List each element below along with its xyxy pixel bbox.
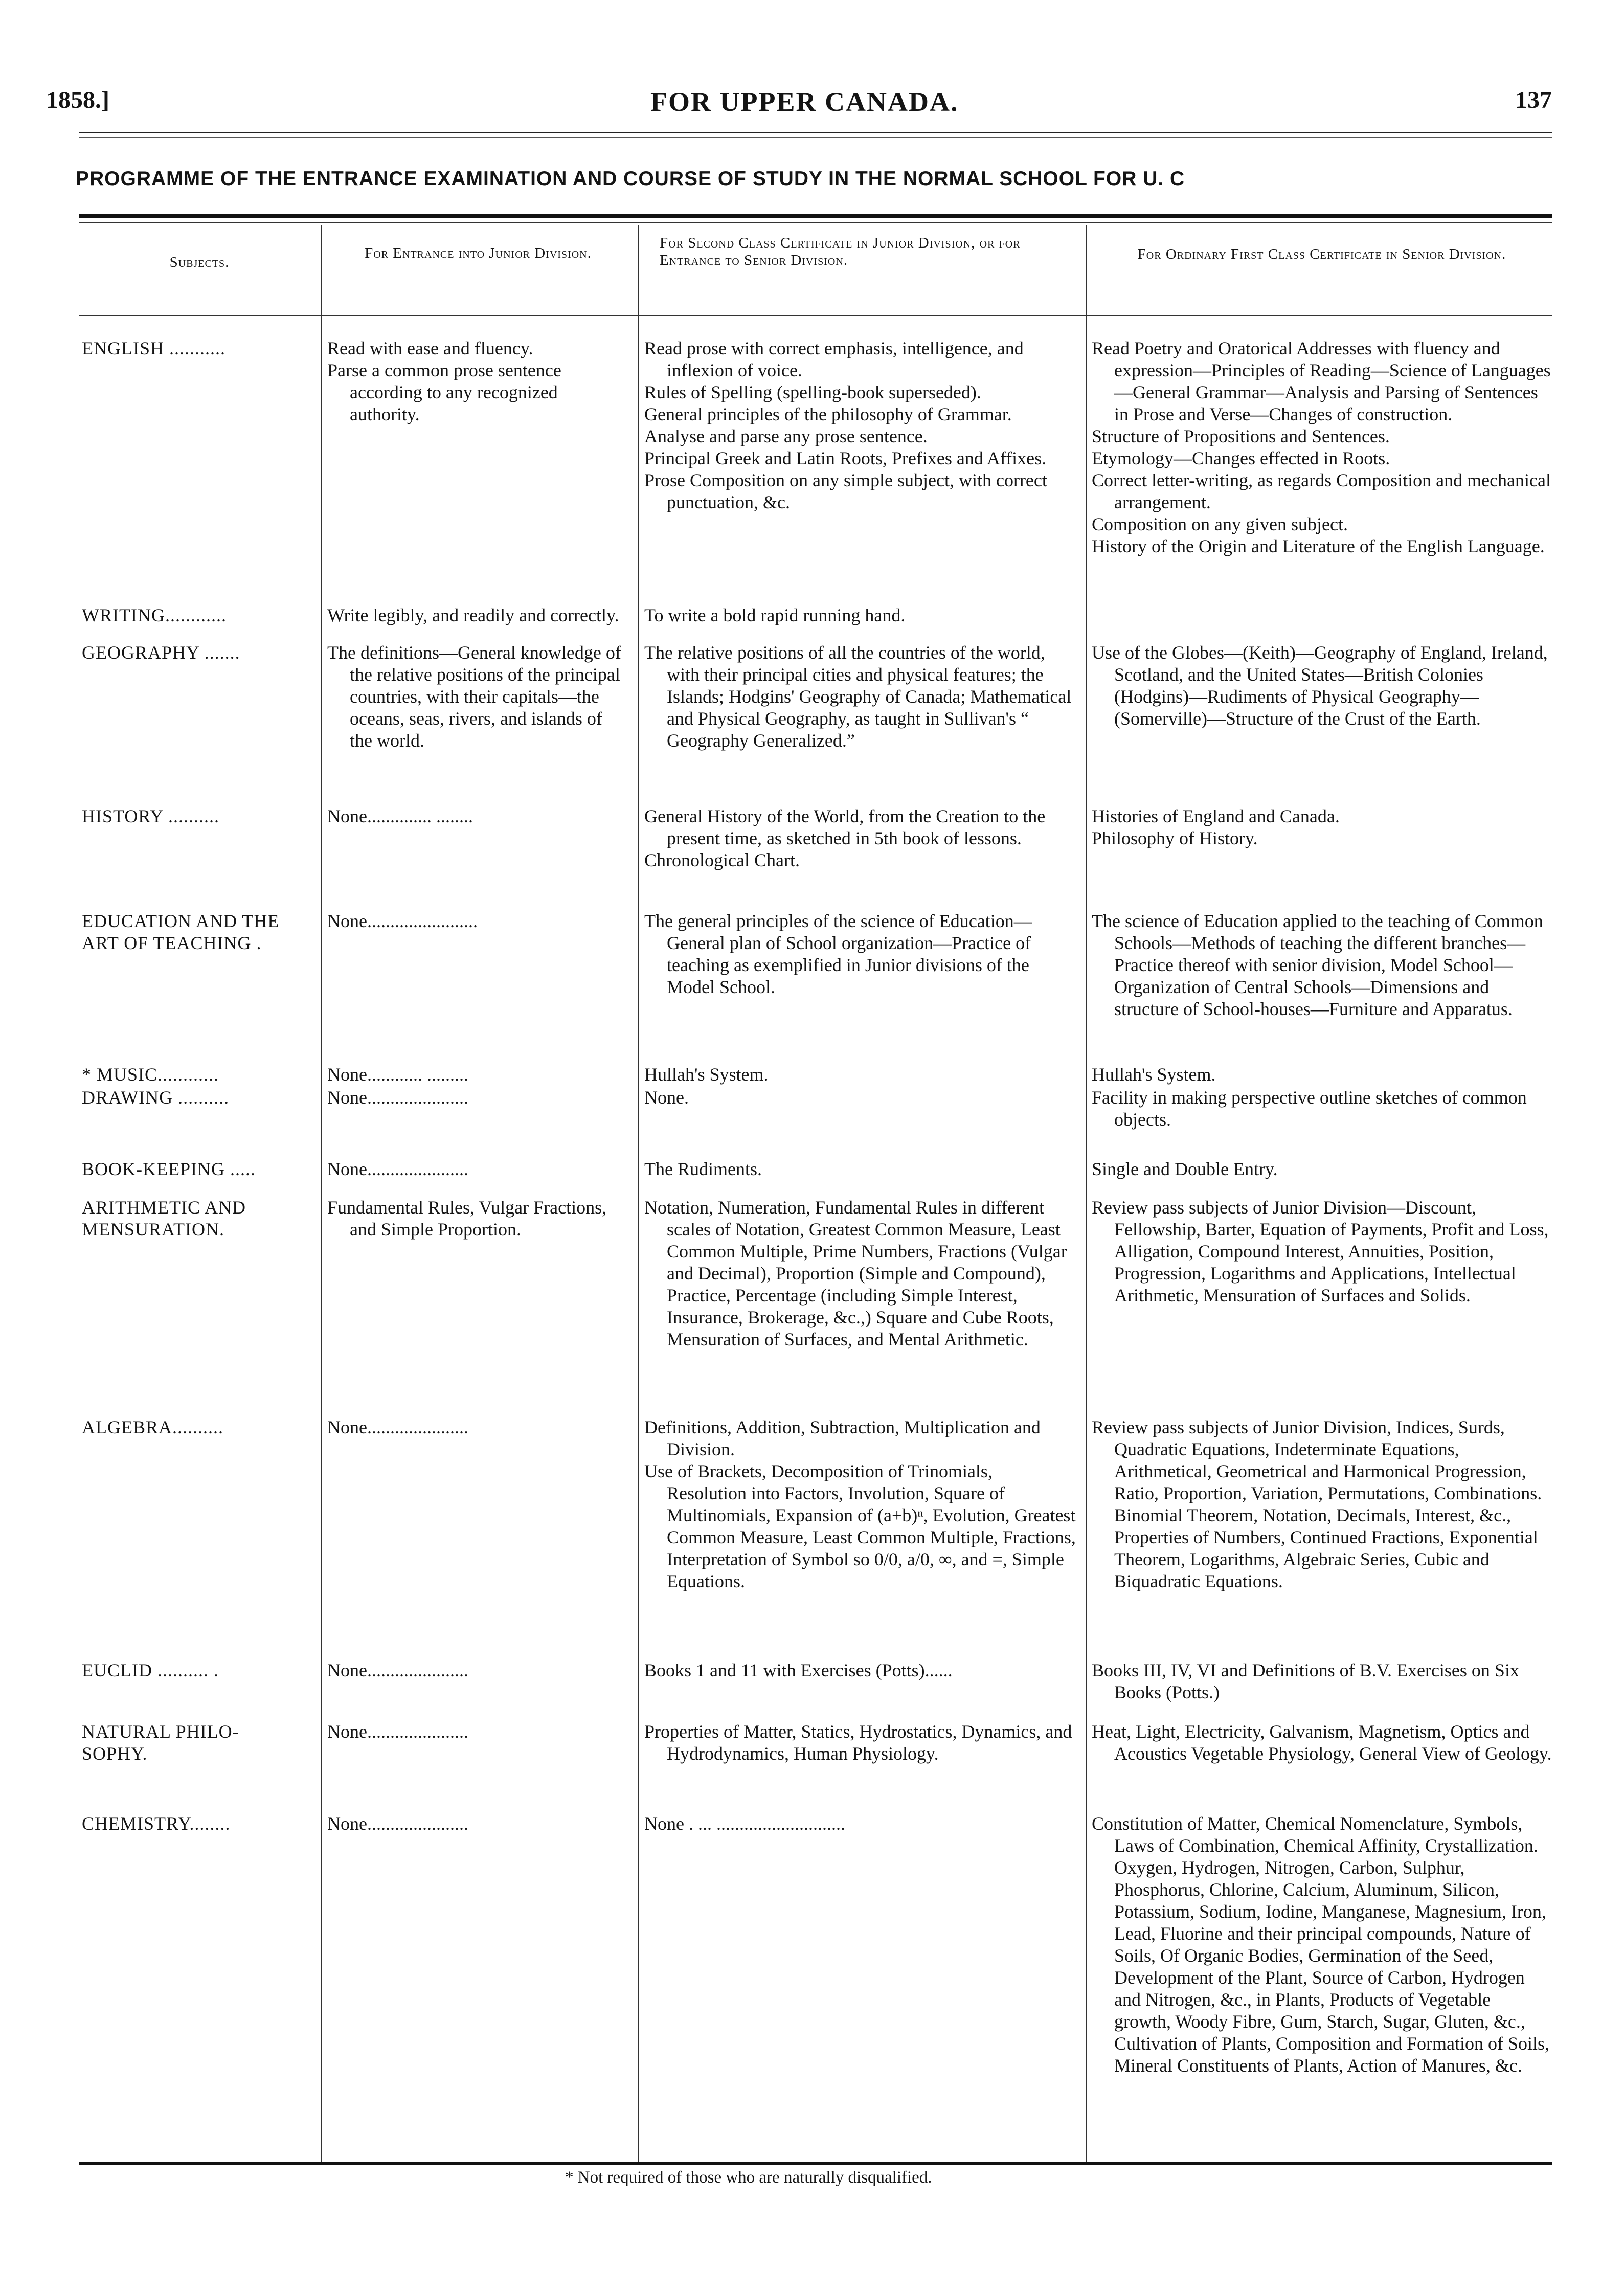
subject-name: SOPHY. [82, 1743, 148, 1764]
cell-text: Definitions, Addition, Subtraction, Multiplication and Division. [644, 1417, 1041, 1459]
subject-cell [82, 805, 317, 827]
entrance-cell [327, 1659, 629, 1681]
first-cell [1092, 1087, 1552, 1131]
cell-text: Notation, Numeration, Fundamental Rules in different scales of Notation, Greatest Common Measure, Least Common Multiple, Prime Numbers, Fractions (Vulgar and Decimal), Proportion (Simple and Compound), Practice, Percentage (including Simple Interest, Insurance, Brokerage, &c.,) Square and Cube Roots, Mensuration of Surfaces, and Mental Arithmetic. [644, 1197, 1067, 1350]
cell-text: Read Poetry and Oratorical Addresses with fluency and expression—Principles of Reading—Science of Languages—General Grammar—Analysis and Parsing of Sentences in Prose and Verse—Changes of construction. [1092, 338, 1551, 424]
page-date: 1858.] [46, 86, 109, 114]
cell-text: None...................... [327, 1721, 468, 1742]
running-head [46, 86, 1552, 127]
cell-text: None...................... [327, 1087, 468, 1108]
entrance-cell [327, 1417, 629, 1439]
second-cell [644, 1064, 1076, 1086]
subject-name: ART OF TEACHING . [82, 933, 262, 953]
cell-text: Heat, Light, Electricity, Galvanism, Magnetism, Optics and Acoustics Vegetable Physiology, General View of Geology. [1092, 1721, 1552, 1764]
cell-text: Chronological Chart. [644, 850, 800, 870]
subject-cell [82, 1087, 317, 1109]
cell-text: Review pass subjects of Junior Division—Discount, Fellowship, Barter, Equation of Payments, Profit and Loss, Alligation, Compound Interest, Annuities, Position, Progression, Logarithms and Applications, Intellectual Arithmetic, Mensuration of Surfaces and Solids. [1092, 1197, 1549, 1306]
footnote: * Not required of those who are naturally disqualified. [565, 2168, 932, 2187]
first-cell [1092, 1417, 1552, 1592]
second-cell [644, 1417, 1076, 1592]
column-header-subjects: Subjects. [169, 254, 230, 271]
entrance-cell [327, 1721, 629, 1743]
cell-text: To write a bold rapid running hand. [644, 605, 906, 625]
first-cell [1092, 642, 1552, 730]
subject-cell [82, 1417, 317, 1439]
cell-text: Correct letter-writing, as regards Composition and mechanical arrangement. [1092, 470, 1551, 512]
cell-text: Write legibly, and readily and correctly. [327, 605, 619, 625]
second-cell [644, 1813, 1076, 1835]
cell-text: None............ ......... [327, 1064, 468, 1085]
subject-name: * MUSIC............ [82, 1064, 219, 1085]
second-cell [644, 338, 1076, 513]
cell-text: None...................... [327, 1813, 468, 1834]
cell-text: Single and Double Entry. [1092, 1159, 1278, 1179]
subject-cell [82, 1064, 317, 1086]
cell-text: Facility in making perspective outline sketches of common objects. [1092, 1087, 1527, 1130]
subject-name: GEOGRAPHY ....... [82, 642, 240, 663]
cell-text: Prose Composition on any simple subject, with correct punctuation, &c. [644, 470, 1047, 512]
column-divider [1086, 225, 1087, 2162]
header-rule [79, 132, 1552, 133]
entrance-cell [327, 642, 629, 752]
cell-text: Properties of Matter, Statics, Hydrostatics, Dynamics, and Hydrodynamics, Human Physiology. [644, 1721, 1072, 1764]
second-cell [644, 604, 1076, 626]
cell-text: None........................ [327, 911, 478, 931]
cell-text: The science of Education applied to the teaching of Common Schools—Methods of teaching the different branches—Practice thereof with senior division, Model School—Organization of Central Schools—Dimensions and structure of School-houses—Furniture and Apparatus. [1092, 911, 1543, 1019]
entrance-cell [327, 805, 629, 827]
first-cell [1092, 1158, 1552, 1180]
cell-text: The definitions—General knowledge of the relative positions of the principal countries, with their capitals—the oceans, seas, rivers, and islands of the world. [327, 642, 621, 751]
subject-cell [82, 1158, 317, 1180]
subject-cell [82, 1659, 317, 1681]
subject-name: MENSURATION. [82, 1219, 225, 1240]
column-header-second-class: For Second Class Certificate in Junior Division, or for Entrance to Senior Division. [660, 235, 1021, 268]
cell-text: Histories of England and Canada. [1092, 806, 1340, 826]
cell-text: Read with ease and fluency. [327, 338, 533, 358]
entrance-cell [327, 1813, 629, 1835]
cell-text: None.............. ........ [327, 806, 473, 826]
second-cell [644, 1721, 1076, 1765]
column-divider [321, 225, 322, 2162]
second-cell [644, 805, 1076, 871]
subject-cell [82, 642, 317, 664]
cell-text: Constitution of Matter, Chemical Nomenclature, Symbols, Laws of Combination, Chemical Affinity, Crystallization. Oxygen, Hydrogen, Nitrogen, Carbon, Sulphur, Phosphorus, Chlorine, Calcium, Aluminum, Silicon, Potassium, Sodium, Iodine, Manganese, Magnesium, Iron, Lead, Fluorine and their principal compounds, Nature of Soils, Of Organic Bodies, Germination of the Seed, Development of the Plant, Source of Carbon, Hydrogen and Nitrogen, &c., in Plants, Products of Vegetable growth, Woody Fibre, Gum, Starch, Sugar, Gluten, &c., Cultivation of Plants, Composition and Formation of Soils, Mineral Constituents of Plants, Action of Manures, &c. [1092, 1813, 1550, 2076]
cell-text: Philosophy of History. [1092, 828, 1258, 848]
subject-cell [82, 1197, 317, 1241]
first-cell [1092, 1813, 1552, 2077]
cell-text: General principles of the philosophy of Grammar. [644, 404, 1012, 424]
cell-text: Principal Greek and Latin Roots, Prefixes and Affixes. [644, 448, 1047, 468]
running-title: FOR UPPER CANADA. [650, 86, 959, 117]
first-cell [1092, 338, 1552, 557]
second-cell [644, 1197, 1076, 1351]
first-cell [1092, 1659, 1552, 1703]
first-cell [1092, 1197, 1552, 1307]
first-cell [1092, 910, 1552, 1020]
cell-text: None...................... [327, 1660, 468, 1680]
subject-name: ALGEBRA.......... [82, 1417, 223, 1437]
subject-cell [82, 1721, 317, 1765]
header-rule-thin [79, 137, 1552, 138]
second-cell [644, 1158, 1076, 1180]
subject-name: CHEMISTRY........ [82, 1813, 231, 1834]
subject-name: NATURAL PHILO- [82, 1721, 239, 1742]
cell-text: Hullah's System. [1092, 1064, 1216, 1085]
subject-name: DRAWING .......... [82, 1087, 230, 1108]
subject-cell [82, 338, 317, 360]
subject-cell [82, 1813, 317, 1835]
subject-name: EDUCATION AND THE [82, 911, 280, 931]
table-title: PROGRAMME OF THE ENTRANCE EXAMINATION AND COURSE OF STUDY IN THE NORMAL SCHOOL FOR U. C [76, 168, 1185, 190]
cell-text: Fundamental Rules, Vulgar Fractions, and Simple Proportion. [327, 1197, 607, 1240]
cell-text: The Rudiments. [644, 1159, 762, 1179]
subject-cell [82, 910, 317, 954]
cell-text: Use of the Globes—(Keith)—Geography of England, Ireland, Scotland, and the United States—British Colonies (Hodgins)—Rudiments of Physical Geography—(Somerville)—Structure of the Crust of the Earth. [1092, 642, 1548, 729]
subject-name: WRITING............ [82, 605, 227, 625]
cell-text: Books 1 and 11 with Exercises (Potts)...... [644, 1660, 953, 1680]
second-cell [644, 1087, 1076, 1109]
subject-name: ENGLISH ........... [82, 338, 225, 358]
cell-text: The relative positions of all the countries of the world, with their principal cities and physical features; the Islands; Hodgins' Geography of Canada; Mathematical and Physical Geography, as taught in Sullivan's “ Geography Generalized.” [644, 642, 1072, 751]
cell-text: Analyse and parse any prose sentence. [644, 426, 928, 446]
column-header-first-class: For Ordinary First Class Certificate in Senior Division. [1137, 246, 1506, 262]
cell-text: None...................... [327, 1159, 468, 1179]
cell-text: Parse a common prose sentence according to any recognized authority. [327, 360, 561, 424]
cell-text: Composition on any given subject. [1092, 514, 1348, 534]
entrance-cell [327, 338, 629, 425]
subject-name: ARITHMETIC AND [82, 1197, 246, 1218]
first-cell [1092, 1721, 1552, 1765]
second-cell [644, 1659, 1076, 1681]
cell-text: Read prose with correct emphasis, intelligence, and inflexion of voice. [644, 338, 1024, 380]
column-header-rule [79, 315, 1552, 316]
entrance-cell [327, 604, 629, 626]
cell-text: None. [644, 1087, 689, 1108]
subject-cell [82, 604, 317, 626]
cell-text: General History of the World, from the Creation to the present time, as sketched in 5th book of lessons. [644, 806, 1046, 848]
table-bottom-rule [79, 2162, 1552, 2165]
cell-text: The general principles of the science of Education—General plan of School organization—Practice of teaching as exemplified in Junior divisions of the Model School. [644, 911, 1032, 997]
subject-name: EUCLID .......... . [82, 1660, 219, 1680]
entrance-cell [327, 910, 629, 932]
column-header-entrance: For Entrance into Junior Division. [365, 245, 592, 261]
subject-name: HISTORY .......... [82, 806, 220, 826]
cell-text: Hullah's System. [644, 1064, 769, 1085]
cell-text: Etymology—Changes effected in Roots. [1092, 448, 1390, 468]
cell-text: Rules of Spelling (spelling-book superseded). [644, 382, 981, 402]
entrance-cell [327, 1087, 629, 1109]
cell-text: Books III, IV, VI and Definitions of B.V. Exercises on Six Books (Potts.) [1092, 1660, 1519, 1702]
table-top-rule [79, 214, 1552, 218]
second-cell [644, 642, 1076, 752]
subject-name: BOOK-KEEPING ..... [82, 1159, 256, 1179]
first-cell [1092, 805, 1552, 849]
cell-text: None . ... ............................ [644, 1813, 845, 1834]
entrance-cell [327, 1158, 629, 1180]
second-cell [644, 910, 1076, 998]
entrance-cell [327, 1197, 629, 1241]
page-number: 137 [1515, 86, 1552, 114]
cell-text: History of the Origin and Literature of the English Language. [1092, 536, 1545, 556]
cell-text: Review pass subjects of Junior Division, Indices, Surds, Quadratic Equations, Indeterminate Equations, Arithmetical, Geometrical and Harmonical Progression, Ratio, Proportion, Variation, Permutations, Combinations. Binomial Theorem, Notation, Decimals, Interest, &c., Properties of Numbers, Continued Fractions, Exponential Theorem, Logarithms, Algebraic Series, Cubic and Biquadratic Equations. [1092, 1417, 1542, 1591]
cell-text: None...................... [327, 1417, 468, 1437]
cell-text: Use of Brackets, Decomposition of Trinomials, Resolution into Factors, Involution, Square of Multinomials, Expansion of (a+b)ⁿ, Evolution, Greatest Common Measure, Least Common Multiple, Fractions, Interpretation of Symbol so 0/0, a/0, ∞, and =, Simple Equations. [644, 1461, 1076, 1591]
first-cell [1092, 1064, 1552, 1086]
table-top-rule-thin [79, 222, 1552, 223]
entrance-cell [327, 1064, 629, 1086]
column-divider [638, 225, 639, 2162]
cell-text: Structure of Propositions and Sentences. [1092, 426, 1390, 446]
